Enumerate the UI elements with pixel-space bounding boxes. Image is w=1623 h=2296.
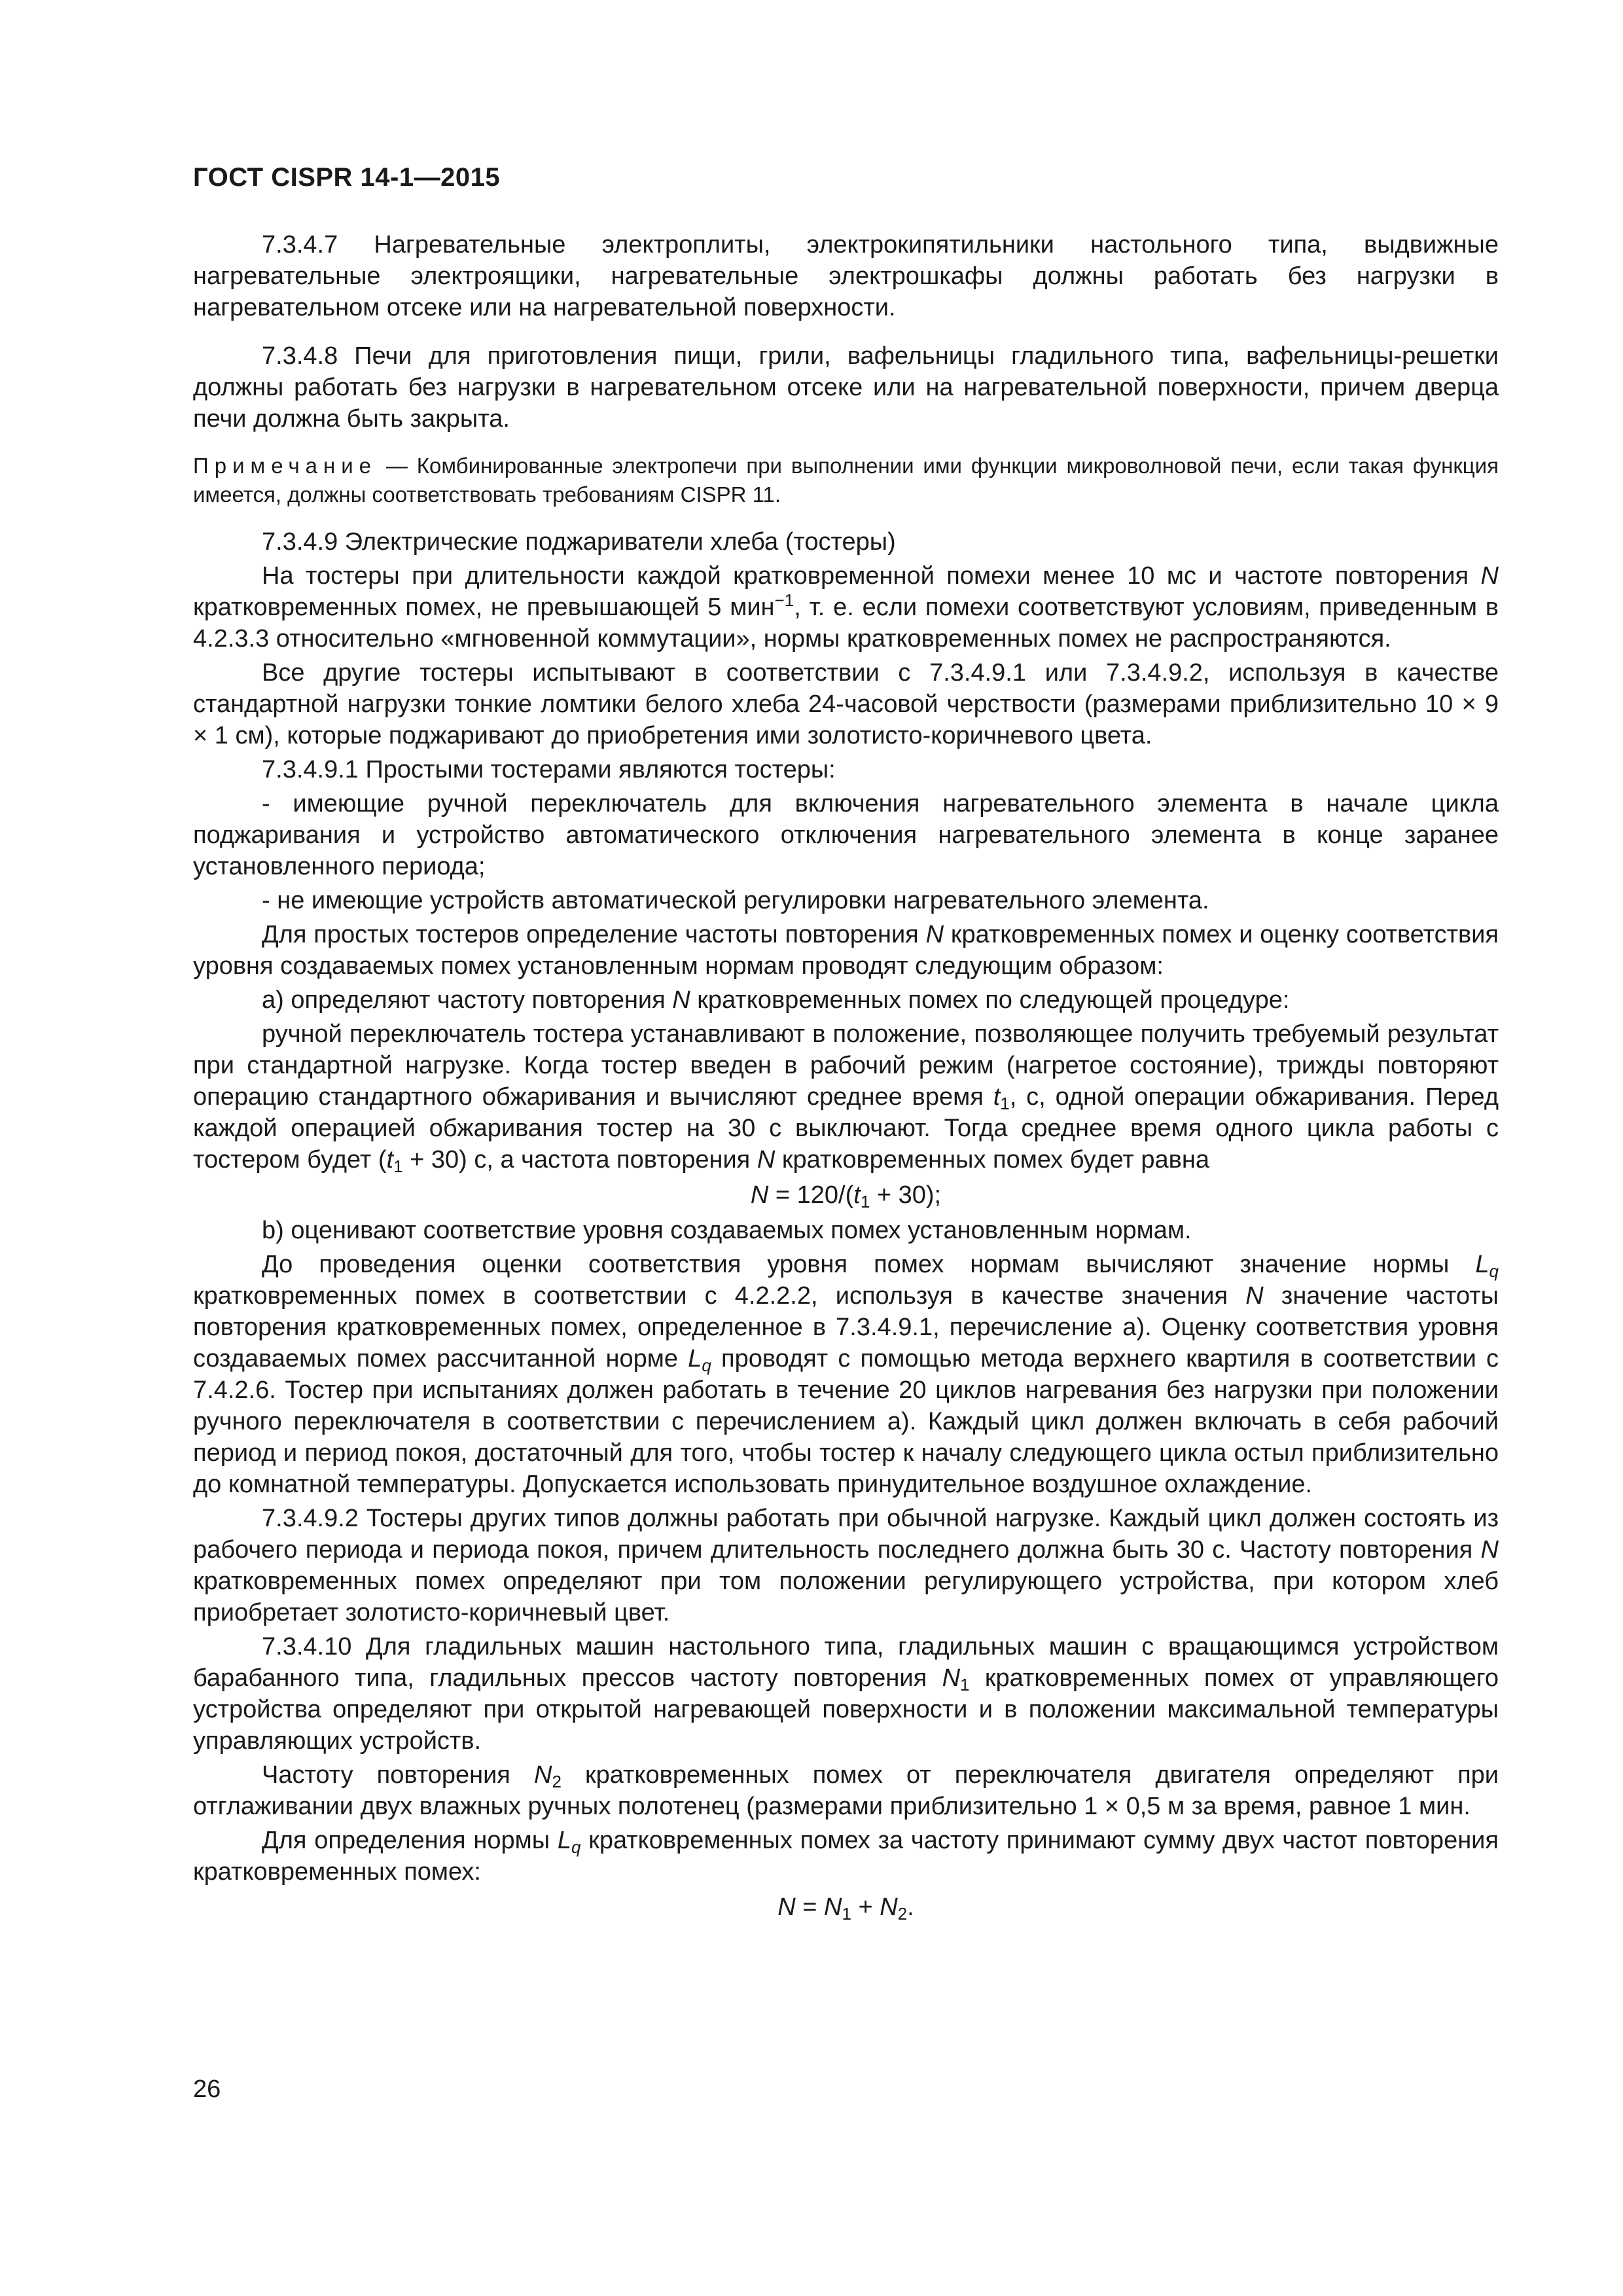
variable-n: N: [1480, 1536, 1499, 1564]
text-run: кратковременных помех от переключателя двигателя определяют при отглаживании двух влажных ручных полотенец (размерами приблизительно 1 × 0,5 м за время, равное 1 мин.: [193, 1761, 1499, 1820]
text-run: 7.3.4.9.2 Тостеры других типов должны работать при обычной нагрузке. Каждый цикл должен состоять из рабочего периода и периода покоя, причем длительность последнего должна быть 30 с. Частоту повторения: [193, 1505, 1499, 1564]
paragraph-lq: [193, 1825, 1499, 1888]
variable-t: t: [386, 1146, 394, 1174]
variable-n: N: [1480, 562, 1499, 590]
text-run: , с, одной операции обжаривания. Перед каждой операцией обжаривания тостер на 30 с выключают. Тогда среднее время одного цикла работы с тостером будет (: [193, 1083, 1499, 1174]
text-run: проводят с помощью метода верхнего квартиля в соответствии с 7.4.2.6. Тостер при испытаниях должен работать в течение 20 циклов нагревания без нагрузки при положении ручного переключателя в соответствии с перечислением а). Каждый цикл должен включать в себя рабочий период и период покоя, достаточный для того, чтобы тостер к началу следующего цикла остыл приблизительно до комнатной температуры. Допускается использовать принудительное воздушное охлаждение.: [193, 1345, 1499, 1498]
text-run: .: [907, 1893, 914, 1921]
text-run: 7.3.4.10 Для гладильных машин настольного типа, гладильных машин с вращающимся устройством барабанного типа, гладильных прессов частоту повторения: [193, 1633, 1499, 1692]
subscript: 1: [960, 1675, 970, 1695]
variable-n: N: [672, 986, 690, 1014]
subscript: 2: [897, 1904, 908, 1924]
text-run: До проведения оценки соответствия уровня помех нормам вычисляют значение нормы: [262, 1251, 1476, 1278]
page-number: 26: [193, 2075, 221, 2103]
paragraph-toasters: [193, 560, 1499, 655]
paragraph-7-3-4-9: 7.3.4.9 Электрические поджариватели хлеба (тостеры): [262, 528, 896, 556]
text-run: + 30);: [870, 1181, 942, 1209]
list-item-a: [193, 984, 1499, 1016]
text-run: Частоту повторения: [262, 1761, 534, 1789]
document-body: [193, 229, 1499, 1927]
variable-n: N: [750, 1181, 769, 1209]
superscript: −1: [774, 590, 794, 610]
text-run: кратковременных помех за частоту принимают сумму двух частот повторения кратковременных помех:: [193, 1827, 1499, 1886]
variable-n: N: [533, 1761, 552, 1789]
note-text: — Комбинированные электропечи при выполнении ими функции микроволновой печи, если такая функция имеется, должны соответствовать требованиям CISPR 11.: [193, 454, 1499, 507]
list-item-b: b) оценивают соответствие уровня создаваемых помех установленным нормам.: [262, 1217, 1192, 1244]
text-run: = 120/(: [768, 1181, 854, 1209]
text-run: кратковременных помех и оценку соответствия уровня создаваемых помех установленным нормам проводят следующим образом:: [193, 921, 1499, 980]
subscript-q: q: [702, 1355, 711, 1375]
text-run: =: [795, 1893, 825, 1921]
subscript: 1: [1000, 1094, 1010, 1113]
text-run: кратковременных помех определяют при том положении регулирующего устройства, при котором хлеб приобретает золотисто-коричневый цвет.: [193, 1568, 1499, 1626]
subscript: 1: [393, 1157, 403, 1176]
formula-n-sum: [193, 1892, 1499, 1923]
text-run: кратковременных помех от управляющего устройства определяют при открытой нагревающей поверхности и в положении максимальной температуры управляющих устройств.: [193, 1664, 1499, 1755]
list-item-dash-1: - имеющие ручной переключатель для включения нагревательного элемента в начале цикла поджаривания и устройство автоматического отключения нагревательного элемента в конце заранее установленного периода;: [193, 790, 1499, 880]
variable-n: N: [1245, 1282, 1264, 1310]
text-run: значение частоты повторения кратковременных помех, определенное в 7.3.4.9.1, перечисление а). Оценку соответствия уровня создаваемых помех рассчитанной норме: [193, 1282, 1499, 1372]
variable-n1: N: [824, 1893, 842, 1921]
variable-t: t: [993, 1083, 1001, 1111]
text-run: кратковременных помех, не превышающей 5 мин: [193, 594, 775, 621]
paragraph-n2: [193, 1759, 1499, 1822]
text-run: , т. е. если помехи соответствуют условиям, приведенным в 4.2.3.3 относительно «мгновенной коммутации», нормы кратковременных помех не распространяются.: [193, 594, 1499, 653]
text-run: кратковременных помех по следующей процедуре:: [690, 986, 1290, 1014]
variable-l: L: [1475, 1251, 1489, 1278]
list-item-dash-2: - не имеющие устройств автоматической регулировки нагревательного элемента.: [262, 887, 1209, 914]
note-label: Примечание: [193, 454, 378, 478]
subscript-q: q: [571, 1837, 581, 1857]
paragraph-7-3-4-10: [193, 1631, 1499, 1757]
variable-n2: N: [880, 1893, 898, 1921]
text-run: Для простых тостеров определение частоты повторения: [262, 921, 926, 948]
variable-n: N: [925, 921, 944, 948]
text-run: a) определяют частоту повторения: [262, 986, 673, 1014]
text-run: кратковременных помех будет равна: [775, 1146, 1209, 1174]
text-run: ручной переключатель тостера устанавливают в положение, позволяющее получить требуемый результат при стандартной нагрузке. Когда тостер введен в рабочий режим (нагретое состояние), трижды повторяют операцию стандартного обжаривания и вычисляют среднее время: [193, 1020, 1499, 1111]
paragraph-7-3-4-9-1: 7.3.4.9.1 Простыми тостерами являются тостеры:: [262, 756, 836, 783]
formula-n-120: [193, 1179, 1499, 1211]
note: [193, 452, 1499, 509]
variable-t: t: [853, 1181, 861, 1209]
text-run: Для определения нормы: [262, 1827, 558, 1854]
variable-l: L: [557, 1827, 571, 1854]
subscript: 1: [860, 1192, 870, 1211]
text-run: +: [851, 1893, 880, 1921]
paragraph-7-3-4-7: 7.3.4.7 Нагревательные электроплиты, электрокипятильники настольного типа, выдвижные нагревательные электроящики, нагревательные электрошкафы должны работать без нагрузки в нагревательном отсеке или на нагревательной поверхности.: [193, 231, 1499, 321]
paragraph-7-3-4-8: 7.3.4.8 Печи для приготовления пищи, грили, вафельницы гладильного типа, вафельницы-решетки должны работать без нагрузки в нагревательном отсеке или на нагревательной поверхности, причем дверца печи должна быть закрыта.: [193, 342, 1499, 433]
paragraph-manual-switch: [193, 1018, 1499, 1175]
text-run: + 30) с, а частота повторения: [402, 1146, 757, 1174]
paragraph-other-toasters: Все другие тостеры испытывают в соответствии с 7.3.4.9.1 или 7.3.4.9.2, используя в качестве стандартной нагрузки тонкие ломтики белого хлеба 24-часовой черствости (размерами приблизительно 10 × 9 × 1 см), которые поджаривают до приобретения ими золотисто-коричневого цвета.: [193, 659, 1499, 749]
subscript-q: q: [1489, 1261, 1499, 1281]
subscript: 1: [842, 1904, 851, 1924]
paragraph-norm-assessment: [193, 1249, 1499, 1500]
text-run: На тостеры при длительности каждой кратковременной помехи менее 10 мс и частоте повторения: [262, 562, 1481, 590]
document-header: ГОСТ CISPR 14-1—2015: [193, 163, 501, 192]
variable-n: N: [777, 1893, 796, 1921]
paragraph-7-3-4-9-2: [193, 1503, 1499, 1628]
paragraph-simple-toasters: [193, 919, 1499, 982]
variable-l: L: [688, 1345, 702, 1372]
text-run: кратковременных помех в соответствии с 4.2.2.2, используя в качестве значения: [193, 1282, 1246, 1310]
variable-n: N: [757, 1146, 776, 1174]
variable-n: N: [942, 1664, 961, 1692]
subscript: 2: [552, 1772, 562, 1791]
